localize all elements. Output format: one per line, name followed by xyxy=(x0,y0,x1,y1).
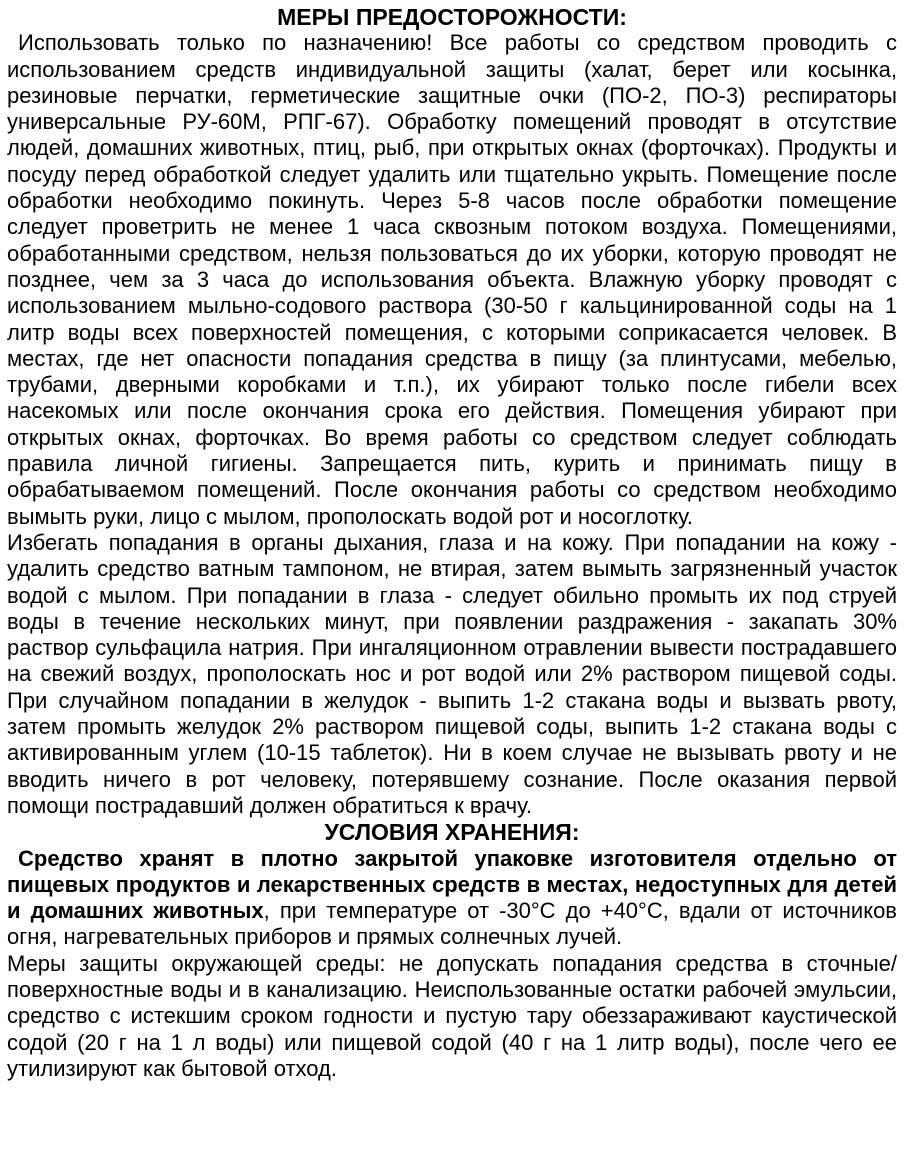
environment-protection-paragraph: Меры защиты окружающей среды: не допускать попадания средства в сточные/поверхностные воды и в канализацию. Неиспользованные остатки рабочей эмульсии, средство с истекшим сроком годности и пустую тару обеззараживают каустической содой (20 г на 1 л воды) или пищевой содой (40 г на 1 литр воды), после чего ее утилизируют как бытовой отход. xyxy=(7,950,897,1081)
precautions-heading: МЕРЫ ПРЕДОСТОРОЖНОСТИ: xyxy=(277,4,627,30)
storage-conditions-regular-text: , при температуре от -30°С до +40°С, вдали от источников огня, нагревательных приборов и прямых солнечных лучей. xyxy=(7,898,897,950)
precautions-usage-paragraph: Использовать только по назначению! Все работы со средством проводить с использованием средств индивидуальной защиты (халат, берет или косынка, резиновые перчатки, герметические защитные очки (ПО-2, ПО-3) респираторы универсальные РУ-60М, РПГ-67). Обработку помещений проводят в отсутствие людей, домашних животных, птиц, рыб, при открытых окнах (форточках). Продукты и посуду перед обработкой следует удалить или тщательно укрыть. Помещение после обработки необходимо покинуть. Через 5-8 часов после обработки помещение следует проветрить не менее 1 часа сквозным потоком воздуха. Помещениями, обработанными средством, нельзя пользоваться до их уборки, которую проводят не позднее, чем за 3 часа до использования объекта. Влажную уборку проводят с использованием мыльно-содового раствора (30-50 г кальцинированной соды на 1 литр воды всех поверхностей помещения, с которыми соприкасается человек. В местах, где нет опасности попадания средства в пищу (за плинтусами, мебелью, трубами, дверными коробками и т.п.), их убирают только после гибели всех насекомых или после окончания срока его действия. Помещения убирают при открытых окнах, форточках. Во время работы со средством следует соблюдать правила личной гигиены. Запрещается пить, курить и принимать пищу в обрабатываемом помещений. После окончания работы со средством необходимо вымыть руки, лицо с мылом, прополоскать водой рот и носоглотку. xyxy=(7,30,897,529)
precautions-first-aid-paragraph: Избегать попадания в органы дыхания, глаза и на кожу. При попадании на кожу - удалить средство ватным тампоном, не втирая, затем вымыть загрязненный участок водой с мылом. При попадании в глаза - следует обильно промыть их под струей воды в течение нескольких минут, при появлении раздражения - закапать 30% раствор сульфацила натрия. При ингаляционном отравлении вывести пострадавшего на свежий воздух, прополоскать нос и рот водой или 2% раствором пищевой соды. При случайном попадании в желудок - выпить 1-2 стакана воды и вызвать рвоту, затем промыть желудок 2% раствором пищевой соды, выпить 1-2 стакана воды с активированным углем (10-15 таблеток). Ни в коем случае не вызывать рвоту и не вводить ничего в рот человеку, потерявшему сознание. После оказания первой помощи пострадавший должен обратиться к врачу. xyxy=(7,529,897,818)
storage-conditions-paragraph xyxy=(7,846,897,951)
storage-heading: УСЛОВИЯ ХРАНЕНИЯ: xyxy=(324,819,580,846)
storage-conditions-bold-text: Средство хранят в плотно закрытой упаковке изготовителя отдельно от пищевых продуктов и лекарственных средств в местах, недоступных для детей и домашних животных xyxy=(7,845,897,924)
